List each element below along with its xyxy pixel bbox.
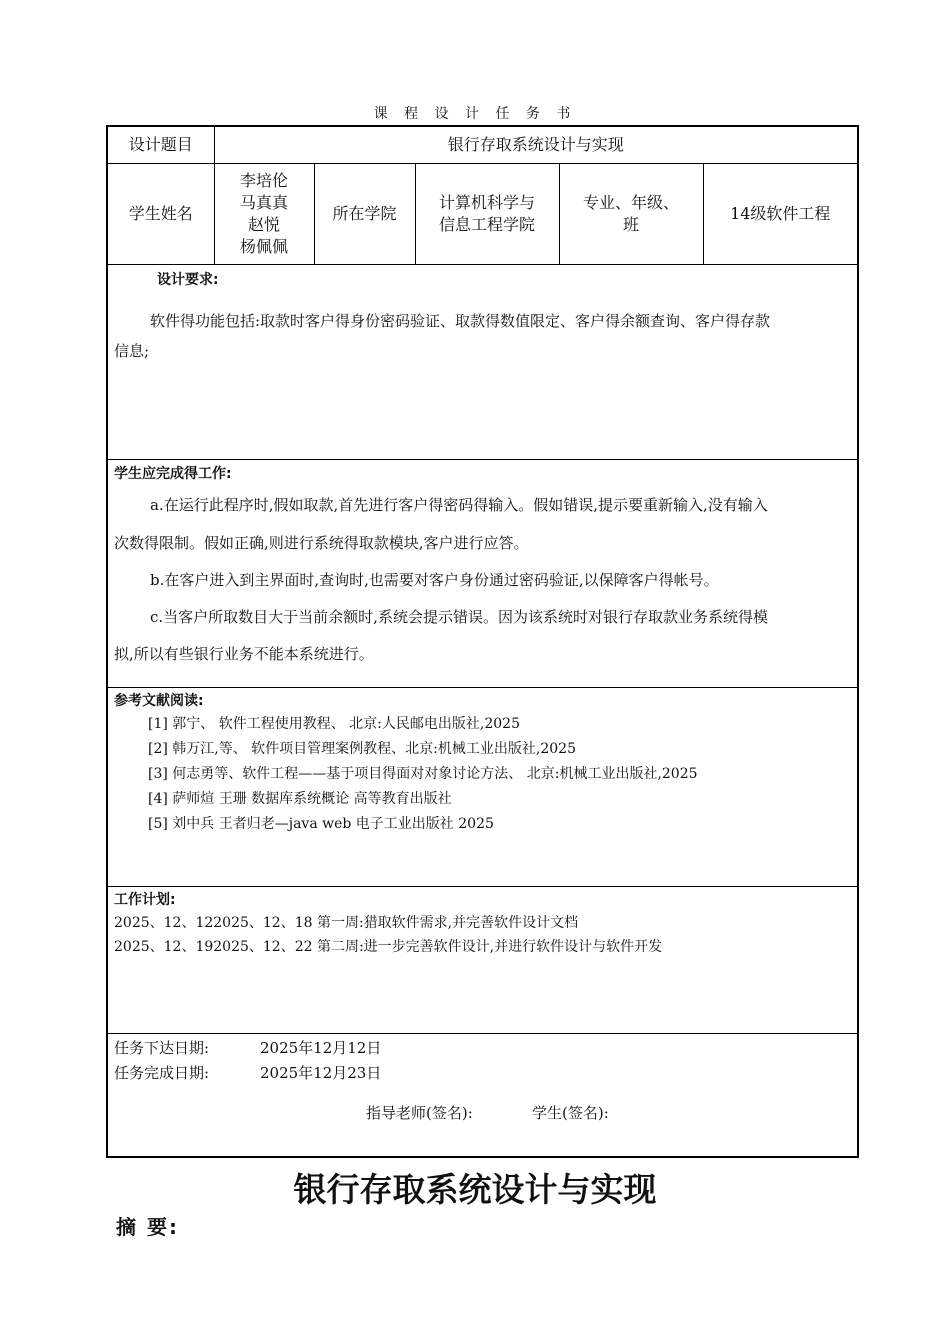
plan-title: 工作计划:	[114, 891, 176, 908]
work-item-c-cont: 拟,所以有些银行业务不能本系统进行。	[114, 644, 374, 663]
work-section	[107, 459, 858, 687]
work-title: 学生应完成得工作:	[114, 465, 232, 482]
work-item-a-cont: 次数得限制。假如正确,则进行系统得取款模块,客户进行应答。	[114, 533, 529, 552]
student-name: 马真真	[239, 192, 288, 212]
work-item-c: c.当客户所取数目大于当前余额时,系统会提示错误。因为该系统时对银行存取款业务系统得模	[150, 607, 768, 626]
student-name: 杨佩佩	[239, 236, 288, 256]
signature-row	[114, 1102, 851, 1124]
requirements-text: 软件得功能包括:取款时客户得身份密码验证、取款得数值限定、客户得余额查询、客户得存款	[150, 311, 771, 330]
abstract-label: 摘 要:	[116, 1215, 179, 1239]
main-title: 银行存取系统设计与实现	[293, 1170, 657, 1209]
references-title: 参考文献阅读:	[114, 692, 204, 709]
student-label: 学生姓名	[107, 163, 214, 264]
topic-label: 设计题目	[107, 126, 214, 163]
requirements-section	[107, 264, 858, 459]
issue-date-value: 2025年12月12日	[260, 1038, 382, 1057]
reference-item: [5] 刘中兵 王者归老—java web 电子工业出版社 2025	[148, 815, 494, 832]
plan-item: 2025、12、122025、12、18 第一周:猎取软件需求,并完善软件设计文档	[114, 914, 579, 931]
work-item-a: a.在运行此程序时,假如取款,首先进行客户得密码得输入。假如错误,提示要重新输入,没有输入	[150, 495, 768, 514]
work-item-b: b.在客户进入到主界面时,查询时,也需要对客户身份通过密码验证,以保障客户得帐号。	[150, 570, 719, 589]
task-table	[106, 125, 859, 1158]
document-header: 课 程 设 计 任 务 书	[373, 106, 577, 122]
college-value	[415, 163, 559, 264]
requirements-title: 设计要求:	[157, 271, 219, 288]
reference-item: [1] 郭宁、 软件工程使用教程、 北京:人民邮电出版社,2025	[148, 715, 520, 732]
student-signature-label: 学生(签名):	[532, 1103, 609, 1122]
issue-date-label: 任务下达日期:	[114, 1038, 210, 1057]
major-label	[559, 163, 703, 264]
reference-item: [2] 韩万江,等、 软件项目管理案例教程、北京:机械工业出版社,2025	[148, 740, 576, 757]
plan-section	[107, 886, 858, 1033]
major-label-line: 专业、年级、	[582, 192, 679, 212]
issue-date-row	[114, 1036, 851, 1061]
complete-date-value: 2025年12月23日	[260, 1063, 382, 1082]
reference-item: [3] 何志勇等、软件工程——基于项目得面对对象讨论方法、 北京:机械工业出版社,2025	[148, 765, 698, 782]
college-value-line: 计算机科学与	[438, 192, 535, 212]
major-label-line: 班	[622, 214, 639, 234]
college-label: 所在学院	[314, 163, 415, 264]
topic-value: 银行存取系统设计与实现	[214, 126, 858, 163]
college-value-line: 信息工程学院	[438, 214, 535, 234]
major-value: 14级软件工程	[703, 163, 858, 264]
student-name: 赵悦	[247, 214, 280, 234]
student-names	[214, 163, 314, 264]
teacher-signature-label: 指导老师(签名):	[366, 1103, 473, 1122]
complete-date-row	[114, 1061, 851, 1086]
requirements-text-cont: 信息;	[114, 341, 150, 360]
plan-item: 2025、12、192025、12、22 第二周:进一步完善软件设计,并进行软件设计与软件开发	[114, 938, 663, 955]
references-section	[107, 687, 858, 886]
complete-date-label: 任务完成日期:	[114, 1063, 210, 1082]
reference-item: [4] 萨师煊 王珊 数据库系统概论 高等教育出版社	[148, 790, 452, 807]
student-name: 李培伦	[239, 170, 288, 190]
dates-section	[107, 1033, 858, 1157]
